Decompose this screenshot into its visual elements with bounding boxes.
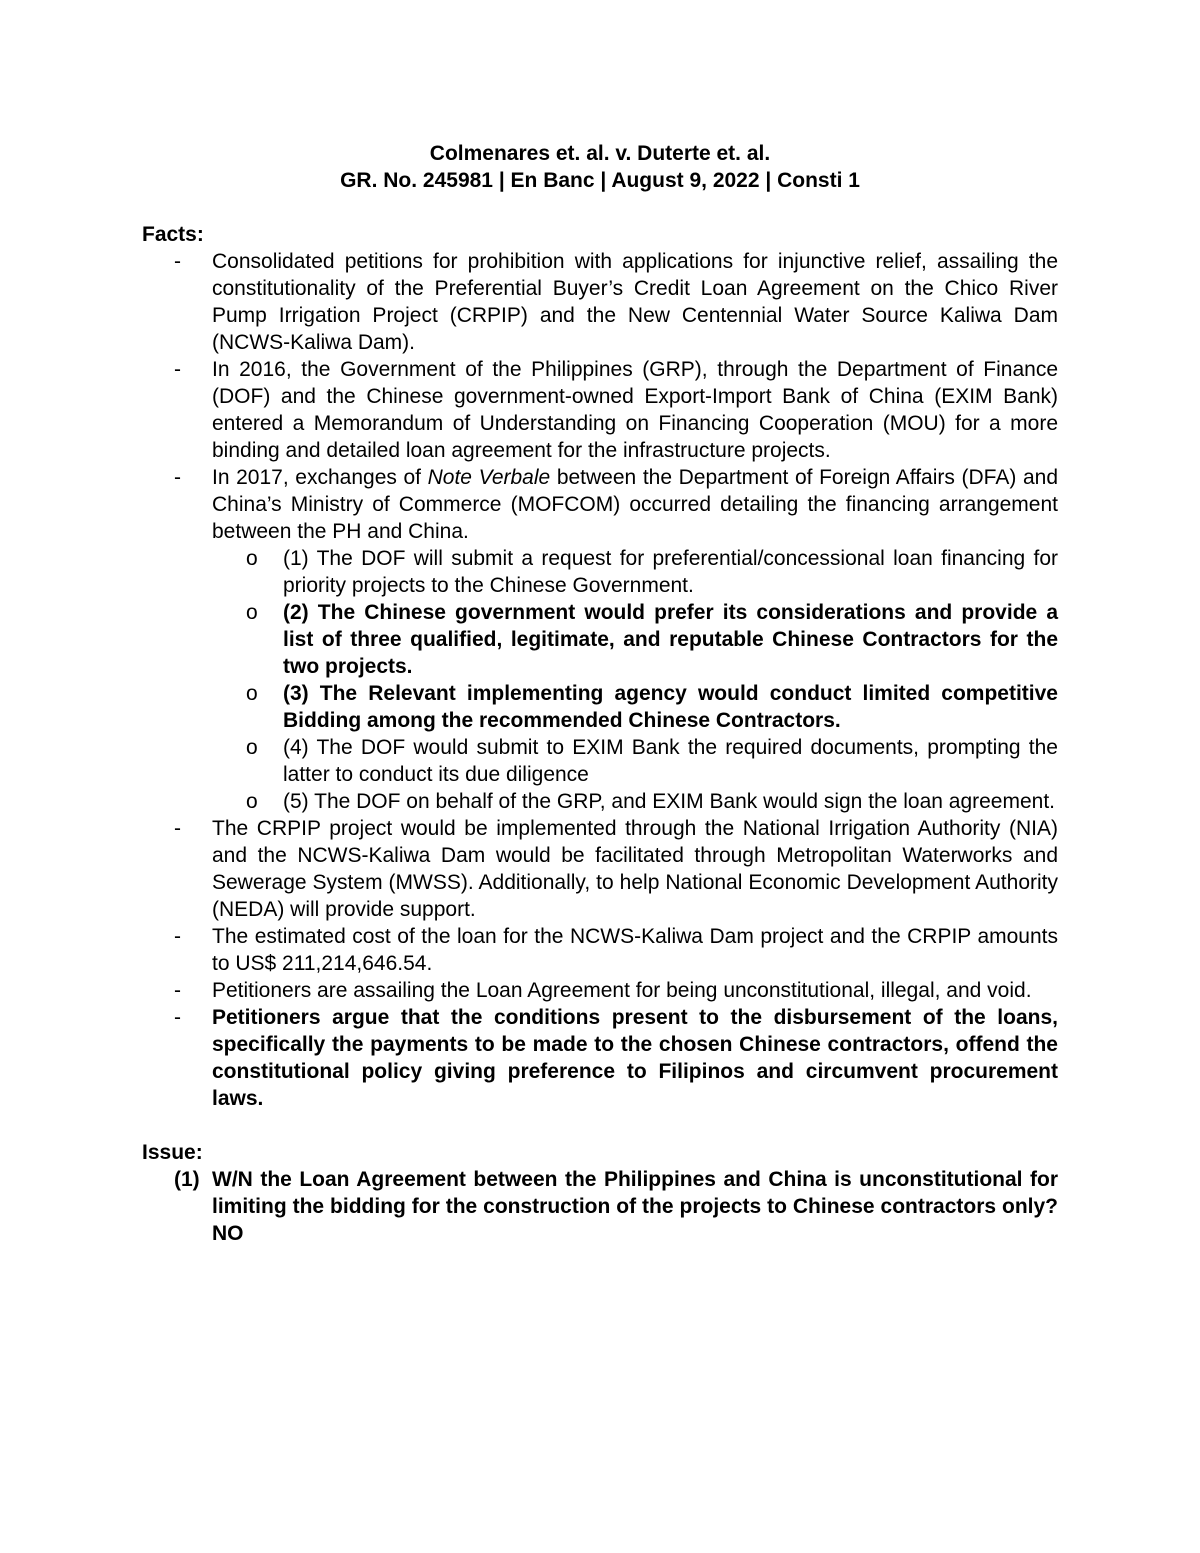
- dash-marker: -: [174, 925, 181, 948]
- note-verbale-term: Note Verbale: [427, 466, 551, 489]
- facts-list: [142, 248, 1058, 1112]
- fact-text: Petitioners argue that the conditions present to the disbursement of the loans, specifically the payments to be made to the chosen Chinese contractors, offend the constitutional policy giving preference to Filipinos and circumvent procurement laws.: [212, 1006, 1058, 1110]
- fact-item: [142, 248, 1058, 356]
- case-citation: GR. No. 245981 | En Banc | August 9, 2022 | Consti 1: [340, 169, 860, 192]
- step-text: (1) The DOF will submit a request for preferential/concessional loan financing for priority projects to the Chinese Government.: [283, 547, 1058, 597]
- fact-item: [142, 977, 1058, 1004]
- dash-marker: -: [174, 979, 181, 1002]
- step-item: [142, 545, 1058, 599]
- circle-bullet-marker: o: [246, 736, 258, 759]
- facts-heading: Facts:: [142, 223, 204, 246]
- document-body: [142, 140, 1058, 1247]
- step-text: (2) The Chinese government would prefer its considerations and provide a list of three qualified, legitimate, and reputable Chinese Contractors for the two projects.: [283, 601, 1058, 678]
- circle-bullet-marker: o: [246, 601, 258, 624]
- step-item: [142, 734, 1058, 788]
- issue-heading: Issue:: [142, 1141, 203, 1164]
- spacer: [142, 194, 1058, 221]
- fact-text-part: In 2017, exchanges of: [212, 466, 428, 489]
- fact-item: [142, 815, 1058, 923]
- issue-text: W/N the Loan Agreement between the Philippines and China is unconstitutional for limiting the bidding for the construction of the projects to Chinese contractors only? NO: [212, 1168, 1058, 1245]
- step-text: (5) The DOF on behalf of the GRP, and EXIM Bank would sign the loan agreement.: [283, 790, 1055, 813]
- fact-text-part: between the Department of Foreign Affairs (DFA) and China’s Ministry of Commerce (MOFCOM) occurred detailing the financing arrangement between the PH and China.: [212, 466, 1058, 543]
- fact-item: [142, 923, 1058, 977]
- fact-item: [142, 356, 1058, 464]
- fact-text: [212, 466, 1058, 543]
- fact-text: In 2016, the Government of the Philippines (GRP), through the Department of Finance (DOF) and the Chinese government-owned Export-Import Bank of China (EXIM Bank) entered a Memorandum of Understanding on Financing Cooperation (MOU) for a more binding and detailed loan agreement for the infrastructure projects.: [212, 358, 1058, 462]
- step-text: (4) The DOF would submit to EXIM Bank the required documents, prompting the latter to conduct its due diligence: [283, 736, 1058, 786]
- step-item: [142, 680, 1058, 734]
- issue-number: (1): [174, 1168, 200, 1191]
- issues-list: [142, 1166, 1058, 1247]
- dash-marker: -: [174, 466, 181, 489]
- dash-marker: -: [174, 817, 181, 840]
- case-title: Colmenares et. al. v. Duterte et. al.: [429, 142, 771, 165]
- fact-text: Consolidated petitions for prohibition with applications for injunctive relief, assailing the constitutionality of the Preferential Buyer’s Credit Loan Agreement on the Chico River Pump Irrigation Project (CRPIP) and the New Centennial Water Source Kaliwa Dam (NCWS-Kaliwa Dam).: [212, 250, 1058, 354]
- fact-text: Petitioners are assailing the Loan Agreement for being unconstitutional, illegal, and void.: [212, 979, 1032, 1002]
- dash-marker: -: [174, 1006, 181, 1029]
- circle-bullet-marker: o: [246, 547, 258, 570]
- steps-list: [212, 545, 1058, 815]
- step-item: [142, 599, 1058, 680]
- spacer: [142, 1112, 1058, 1139]
- step-text: (3) The Relevant implementing agency would conduct limited competitive Bidding among the recommended Chinese Contractors.: [283, 682, 1058, 732]
- circle-bullet-marker: o: [246, 790, 258, 813]
- dash-marker: -: [174, 250, 181, 273]
- fact-item: [142, 1004, 1058, 1112]
- fact-text: The estimated cost of the loan for the NCWS-Kaliwa Dam project and the CRPIP amounts to US$ 211,214,646.54.: [212, 925, 1058, 975]
- dash-marker: -: [174, 358, 181, 381]
- step-item: [142, 788, 1058, 815]
- fact-text: The CRPIP project would be implemented through the National Irrigation Authority (NIA) and the NCWS-Kaliwa Dam would be facilitated through Metropolitan Waterworks and Sewerage System (MWSS). Additionally, to help National Economic Development Authority (NEDA) will provide support.: [212, 817, 1058, 921]
- fact-item: [142, 464, 1058, 815]
- circle-bullet-marker: o: [246, 682, 258, 705]
- issue-item: [142, 1166, 1058, 1247]
